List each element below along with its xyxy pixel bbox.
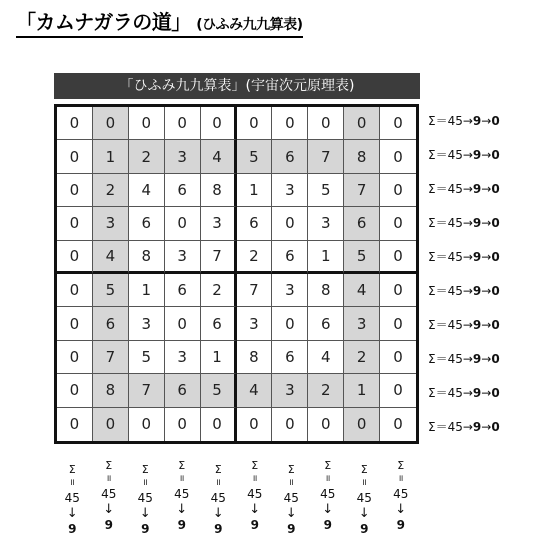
- column-sum-sigma: Σ: [360, 463, 368, 476]
- grid-cell: 0: [165, 408, 201, 441]
- grid-cell: 0: [380, 107, 416, 140]
- column-sum-result: 9: [104, 518, 113, 532]
- grid-cell: 7: [129, 374, 165, 407]
- column-sum-label: [200, 462, 237, 537]
- grid-cell: 2: [344, 341, 380, 374]
- row-sum-prefix: Σ＝45→: [428, 386, 473, 400]
- grid-cell: 3: [93, 207, 129, 240]
- row-sum-result: 0: [491, 114, 500, 128]
- row-sum-digit: 9: [472, 284, 482, 298]
- grid-cell: 0: [380, 241, 416, 274]
- grid-cell: 0: [93, 107, 129, 140]
- grid-cell: 3: [129, 307, 165, 340]
- grid-cell: 0: [380, 207, 416, 240]
- row-sum-prefix: Σ＝45→: [428, 250, 473, 264]
- column-sum-sigma: Σ: [324, 459, 332, 472]
- grid-cell: 4: [308, 341, 344, 374]
- column-sum-arrow: ↓: [66, 506, 78, 521]
- grid-cell: 6: [165, 374, 201, 407]
- row-sum-digit: 9: [472, 386, 482, 400]
- column-sum-label: [346, 462, 383, 537]
- grid-cell: 0: [344, 107, 380, 140]
- grid-cell: 0: [380, 374, 416, 407]
- column-sum-equals: ॥: [179, 474, 185, 484]
- column-sum-result: 9: [323, 518, 332, 532]
- grid-cell: 6: [165, 274, 201, 307]
- row-sum-digit: 9: [472, 114, 482, 128]
- row-sum-result: 0: [491, 250, 500, 264]
- column-sum-value: 45: [393, 487, 409, 501]
- grid-cell: 1: [237, 174, 273, 207]
- grid-cell: 0: [165, 207, 201, 240]
- row-sum-digit: 9: [472, 420, 482, 434]
- row-sum-label: [428, 240, 500, 274]
- column-sum-result: 9: [141, 522, 150, 536]
- grid-cell: 1: [93, 140, 129, 173]
- column-sum-value: 45: [320, 487, 336, 501]
- column-sum-sigma: Σ: [287, 463, 295, 476]
- grid-cell: 4: [237, 374, 273, 407]
- grid-cell: 4: [93, 241, 129, 274]
- grid-cell: 0: [57, 140, 93, 173]
- grid-cell: 4: [129, 174, 165, 207]
- column-sum-label: [273, 462, 310, 537]
- row-sum-digit: 9: [472, 182, 482, 196]
- column-sum-value: 45: [356, 491, 372, 505]
- grid-cell: 1: [201, 341, 237, 374]
- page-title: [16, 6, 303, 38]
- column-sum-arrow: ↓: [395, 502, 407, 517]
- grid-cell: 0: [93, 408, 129, 441]
- column-sum-equals: ॥: [361, 478, 367, 488]
- grid-cell: 0: [272, 307, 308, 340]
- grid-cell: 6: [272, 140, 308, 173]
- grid-cell: 8: [237, 341, 273, 374]
- grid-cell: 0: [57, 241, 93, 274]
- grid-cell: 4: [344, 274, 380, 307]
- grid-cell: 6: [129, 207, 165, 240]
- column-sum-equals: ॥: [106, 474, 112, 484]
- column-sum-label: [127, 462, 164, 537]
- column-sum-value: 45: [283, 491, 299, 505]
- grid-cell: 0: [57, 207, 93, 240]
- grid-cell: 0: [129, 107, 165, 140]
- column-sum-sigma: Σ: [105, 459, 113, 472]
- row-sum-result: 0: [491, 148, 500, 162]
- row-sum-arrow: →: [481, 420, 492, 434]
- row-sums-column: [428, 104, 548, 444]
- column-sums-row: [54, 458, 419, 550]
- column-sum-result: 9: [68, 522, 77, 536]
- column-sum-arrow: ↓: [103, 502, 115, 517]
- row-sum-digit: 9: [472, 352, 482, 366]
- column-sum-equals: ॥: [215, 478, 221, 488]
- row-sum-digit: 9: [472, 148, 482, 162]
- column-sum-arrow: ↓: [249, 502, 261, 517]
- row-sum-result: 0: [491, 216, 500, 230]
- row-sum-label: [428, 206, 500, 240]
- row-sum-arrow: →: [481, 284, 492, 298]
- grid-cell: 0: [57, 174, 93, 207]
- column-sum-sigma: Σ: [251, 459, 259, 472]
- grid-cell: 0: [129, 408, 165, 441]
- row-sum-digit: 9: [472, 318, 482, 332]
- column-sum-result: 9: [177, 518, 186, 532]
- table-header-bar: 「ひふみ九九算表」(宇宙次元原理表): [54, 73, 420, 99]
- grid-cell: 3: [165, 341, 201, 374]
- grid-cell: 3: [237, 307, 273, 340]
- title-sub: (ひふみ九九算表): [196, 17, 303, 33]
- row-sum-digit: 9: [472, 250, 482, 264]
- grid-cell: 0: [57, 107, 93, 140]
- row-sum-arrow: →: [481, 182, 492, 196]
- column-sum-label: [237, 458, 274, 533]
- column-sum-sigma: Σ: [141, 463, 149, 476]
- column-sum-arrow: ↓: [176, 502, 188, 517]
- column-sum-value: 45: [137, 491, 153, 505]
- grid-cell: 8: [201, 174, 237, 207]
- grid-cell: 7: [93, 341, 129, 374]
- row-sum-label: [428, 172, 500, 206]
- multiplication-grid: [54, 104, 419, 444]
- column-sum-label: [383, 458, 420, 533]
- grid-cell: 0: [57, 408, 93, 441]
- grid-cell: 0: [380, 341, 416, 374]
- row-sum-arrow: →: [481, 386, 492, 400]
- grid-cell: 3: [344, 307, 380, 340]
- grid-cell: 0: [272, 107, 308, 140]
- grid-cell: 0: [57, 307, 93, 340]
- grid-cell: 3: [165, 140, 201, 173]
- row-sum-result: 0: [491, 182, 500, 196]
- column-sum-value: 45: [101, 487, 117, 501]
- row-sum-label: [428, 104, 500, 138]
- grid-cell: 8: [344, 140, 380, 173]
- column-sum-label: [91, 458, 128, 533]
- grid-cell: 5: [201, 374, 237, 407]
- column-sum-equals: ॥: [252, 474, 258, 484]
- grid-cell: 6: [272, 241, 308, 274]
- grid-cell: 0: [380, 274, 416, 307]
- column-sum-arrow: ↓: [139, 506, 151, 521]
- column-sum-sigma: Σ: [68, 463, 76, 476]
- row-sum-label: [428, 410, 500, 444]
- grid-cell: 8: [308, 274, 344, 307]
- grid-cell: 0: [165, 107, 201, 140]
- grid-cell: 0: [308, 107, 344, 140]
- row-sum-label: [428, 138, 500, 172]
- grid-cell: 0: [57, 274, 93, 307]
- column-sum-label: [164, 458, 201, 533]
- grid-cell: 2: [308, 374, 344, 407]
- grid-cell: 6: [308, 307, 344, 340]
- grid-cell: 0: [272, 408, 308, 441]
- grid-cell: 6: [93, 307, 129, 340]
- column-sum-label: [54, 462, 91, 537]
- row-sum-result: 0: [491, 386, 500, 400]
- grid-cell: 0: [344, 408, 380, 441]
- row-sum-prefix: Σ＝45→: [428, 318, 473, 332]
- grid-cell: 0: [201, 408, 237, 441]
- grid-cell: 7: [308, 140, 344, 173]
- column-sum-arrow: ↓: [322, 502, 334, 517]
- grid-cell: 0: [308, 408, 344, 441]
- grid-cell: 8: [93, 374, 129, 407]
- row-sum-prefix: Σ＝45→: [428, 148, 473, 162]
- grid-cell: 3: [308, 207, 344, 240]
- column-sum-equals: ॥: [398, 474, 404, 484]
- grid-cell: 0: [380, 307, 416, 340]
- grid-cell: 6: [201, 307, 237, 340]
- title-main: 「カムナガラの道」: [16, 10, 191, 34]
- row-sum-digit: 9: [472, 216, 482, 230]
- grid-cell: 0: [237, 107, 273, 140]
- row-sum-prefix: Σ＝45→: [428, 216, 473, 230]
- grid-cell: 2: [201, 274, 237, 307]
- grid-cell: 0: [380, 140, 416, 173]
- row-sum-arrow: →: [481, 250, 492, 264]
- grid-cell: 4: [201, 140, 237, 173]
- grid-cell: 5: [129, 341, 165, 374]
- column-sum-result: 9: [214, 522, 223, 536]
- row-sum-result: 0: [491, 420, 500, 434]
- grid-cell: 3: [201, 207, 237, 240]
- grid-cell: 5: [93, 274, 129, 307]
- column-sum-equals: ॥: [325, 474, 331, 484]
- row-sum-result: 0: [491, 284, 500, 298]
- column-sum-arrow: ↓: [212, 506, 224, 521]
- column-sum-arrow: ↓: [285, 506, 297, 521]
- grid-cell: 0: [237, 408, 273, 441]
- column-sum-sigma: Σ: [397, 459, 405, 472]
- column-sum-label: [310, 458, 347, 533]
- row-sum-result: 0: [491, 352, 500, 366]
- column-sum-equals: ॥: [288, 478, 294, 488]
- grid-cell: 6: [165, 174, 201, 207]
- grid-cell: 8: [129, 241, 165, 274]
- grid-cell: 7: [237, 274, 273, 307]
- grid-cell: 5: [344, 241, 380, 274]
- grid-cell: 3: [272, 374, 308, 407]
- column-sum-sigma: Σ: [214, 463, 222, 476]
- grid-cell: 1: [344, 374, 380, 407]
- column-sum-result: 9: [250, 518, 259, 532]
- grid-cell: 0: [57, 374, 93, 407]
- grid-cell: 2: [93, 174, 129, 207]
- grid-cell: 3: [165, 241, 201, 274]
- row-sum-prefix: Σ＝45→: [428, 352, 473, 366]
- grid-cell: 5: [308, 174, 344, 207]
- row-sum-arrow: →: [481, 352, 492, 366]
- row-sum-label: [428, 342, 500, 376]
- row-sum-label: [428, 308, 500, 342]
- column-sum-value: 45: [64, 491, 80, 505]
- grid-cell: 1: [308, 241, 344, 274]
- grid-cell: 7: [201, 241, 237, 274]
- grid-cell: 1: [129, 274, 165, 307]
- column-sum-value: 45: [210, 491, 226, 505]
- grid-cell: 0: [272, 207, 308, 240]
- row-sum-prefix: Σ＝45→: [428, 284, 473, 298]
- grid-cell: 0: [380, 174, 416, 207]
- column-sum-result: 9: [287, 522, 296, 536]
- row-sum-result: 0: [491, 318, 500, 332]
- row-sum-arrow: →: [481, 148, 492, 162]
- row-sum-label: [428, 376, 500, 410]
- row-sum-prefix: Σ＝45→: [428, 114, 473, 128]
- grid-cell: 7: [344, 174, 380, 207]
- grid-cell: 0: [57, 341, 93, 374]
- grid-cell: 0: [201, 107, 237, 140]
- column-sum-value: 45: [174, 487, 190, 501]
- grid-cell: 2: [129, 140, 165, 173]
- grid-cell: 6: [272, 341, 308, 374]
- row-sum-arrow: →: [481, 318, 492, 332]
- grid-cell: 0: [393, 415, 403, 434]
- grid-cell: 6: [237, 207, 273, 240]
- column-sum-arrow: ↓: [358, 506, 370, 521]
- grid-cell: 2: [237, 241, 273, 274]
- grid-cell: 3: [272, 274, 308, 307]
- grid-cell: 3: [272, 174, 308, 207]
- grid-cell: 0: [165, 307, 201, 340]
- row-sum-prefix: Σ＝45→: [428, 182, 473, 196]
- column-sum-result: 9: [360, 522, 369, 536]
- column-sum-equals: ॥: [142, 478, 148, 488]
- row-sum-arrow: →: [481, 114, 492, 128]
- row-sum-label: [428, 274, 500, 308]
- column-sum-value: 45: [247, 487, 263, 501]
- column-sum-result: 9: [396, 518, 405, 532]
- column-sum-equals: ॥: [69, 478, 75, 488]
- row-sum-prefix: Σ＝45→: [428, 420, 473, 434]
- grid-cell: 6: [344, 207, 380, 240]
- row-sum-arrow: →: [481, 216, 492, 230]
- column-sum-sigma: Σ: [178, 459, 186, 472]
- grid-cell: 5: [237, 140, 273, 173]
